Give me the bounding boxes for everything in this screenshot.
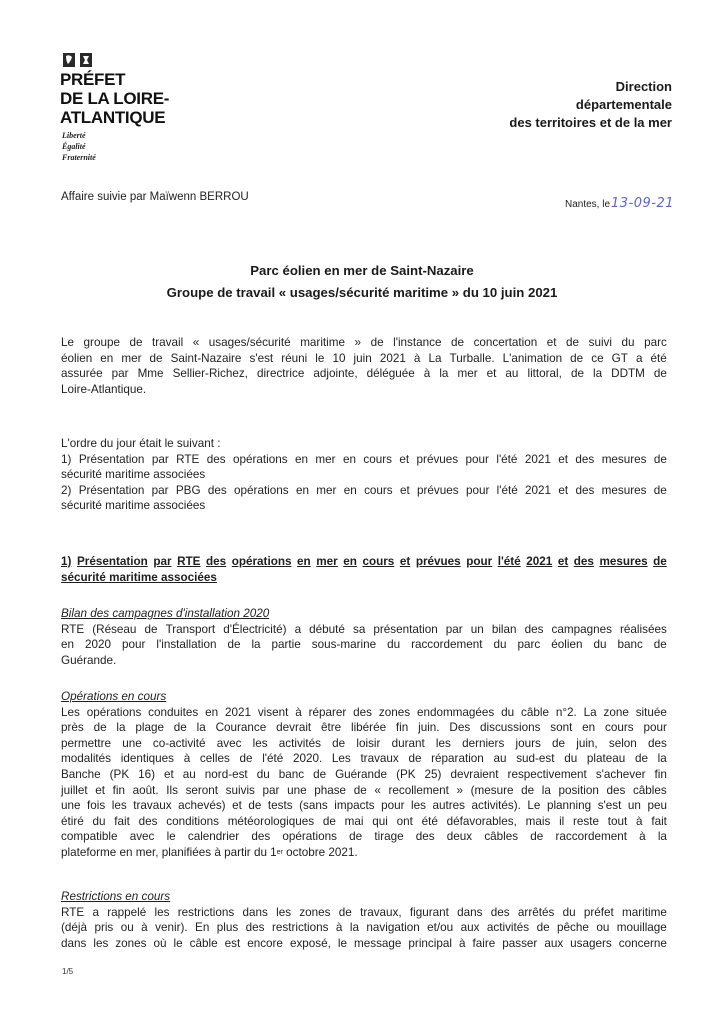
text-line: Loire-Atlantique.: [61, 382, 147, 396]
text-line: RTE (Réseau de Transport d'Électricité) a débuté sa présentation par un bilan des campagnes réalisées: [61, 622, 667, 636]
section-heading-line: sécurité maritime associées: [61, 570, 217, 584]
restrictions-section: [61, 889, 667, 951]
text-line: dans les zones où le câble est encore exposé, le message principal à faire passer aux usagers concerne: [61, 936, 667, 950]
subsection-heading: Opérations en cours: [61, 690, 167, 703]
direction-line: Direction: [615, 79, 672, 94]
subsection-heading: Restrictions en cours: [61, 890, 171, 903]
text-fragment: octobre 2021.: [282, 845, 358, 859]
title-line: Parc éolien en mer de Saint-Nazaire: [250, 263, 474, 278]
handwritten-date: 13-09-21: [611, 196, 675, 211]
direction-block: [412, 78, 672, 132]
text-line: Banche (PK 16) et au nord-est du banc de Guérande (PK 25) devraient respectivement s'achever fin: [61, 767, 667, 781]
text-line: [61, 845, 667, 861]
intro-paragraph: [61, 335, 667, 397]
text-line: RTE a rappelé les restrictions dans les zones de travaux, figurant dans des arrêtés du préfet maritime: [61, 905, 667, 919]
bilan-section: [61, 606, 667, 668]
title-line: Groupe de travail « usages/sécurité maritime » du 10 juin 2021: [166, 285, 558, 300]
logo-title: [60, 70, 169, 127]
text-line: assurée par Mme Sellier-Richez, directrice adjointe, déléguée à la mer et au littoral, de la DDTM de: [61, 367, 667, 381]
text-line: Le groupe de travail « usages/sécurité maritime » de l'instance de concertation et de suivi du parc: [61, 336, 667, 349]
text-line: éolien en mer de Saint-Nazaire s'est réuni le 10 juin 2021 à La Turballe. L'animation de ce GT a été: [61, 351, 667, 365]
motto-line: Égalité: [62, 142, 86, 151]
subsection-heading: Bilan des campagnes d'installation 2020: [61, 607, 270, 620]
text-line: sécurité maritime associées: [61, 468, 206, 482]
direction-line: des territoires et de la mer: [509, 115, 672, 130]
text-line: près de la plage de la Courance devrait être libérée fin juin. Des discussions sont en cours pour: [61, 721, 667, 735]
text-line: juillet et fin août. Ils seront suivis par une phase de « recollement » (mesure de la position des câbles: [61, 783, 667, 797]
text-line: Les opérations conduites en 2021 visent à réparer des zones endommagées du câble n°2. La zone située: [61, 705, 667, 719]
text-line: en 2020 pour l'installation de la partie sous-marine du raccordement du parc éolien du banc de: [61, 638, 667, 652]
section-heading-line: 1) Présentation par RTE des opérations en mer en cours et prévues pour l'été 2021 et des mesures de: [61, 555, 667, 568]
document-title: [0, 260, 724, 304]
operations-section: [61, 689, 667, 861]
text-line: compatible avec le calendrier des opérations de tirage des deux câbles de raccordement à la: [61, 830, 667, 844]
superscript: er: [276, 848, 283, 856]
section-heading: [61, 554, 667, 585]
affaire-line: Affaire suivie par Maïwenn BERROU: [61, 191, 249, 203]
agenda-paragraph: [61, 436, 667, 514]
text-line: 2) Présentation par PBG des opérations en mer en cours et prévues pour l'été 2021 et des mesures de: [61, 483, 667, 497]
motto-line: Fraternité: [62, 153, 96, 162]
text-line: sécurité maritime associées: [61, 499, 206, 513]
text-line: modalités identiques à celles de l'été 2020. Les travaux de réparation au sud-est du plateau de la: [61, 752, 667, 766]
text-line: L'ordre du jour était le suivant :: [61, 437, 221, 450]
logo-line: DE LA LOIRE-: [60, 89, 170, 108]
motto: [62, 130, 96, 163]
logo-line: PRÉFET: [60, 70, 126, 89]
text-line: Guérande.: [61, 653, 117, 667]
motto-line: Liberté: [62, 131, 86, 140]
page-number: 1/5: [62, 967, 74, 976]
text-line: 1) Présentation par RTE des opérations en mer en cours et prévues pour l'été 2021 et des mesures de: [61, 452, 667, 466]
marianne-icon: [63, 52, 103, 68]
text-line: (déjà pris ou à venir). En plus des restrictions à la navigation et/ou aux activités de pêche ou mouillage: [61, 921, 667, 935]
text-fragment: plateforme en mer, planifiées à partir du 1: [61, 845, 277, 859]
text-line: permettre une co-activité avec les activités de loisir durant les derniers jours de juin, selon des: [61, 736, 667, 750]
text-line: étiré du fait des conditions météorologiques de mai qui ont été défavorables, mais il reste tout à fait: [61, 814, 667, 828]
logo-line: ATLANTIQUE: [60, 108, 166, 127]
date-label: Nantes, le: [565, 199, 611, 210]
text-line: une fois les travaux achevés) et de tests (sans impacts pour les autres activités). Le planning s'est un peu: [61, 799, 667, 813]
date-line: [565, 196, 674, 211]
direction-line: départementale: [575, 97, 672, 112]
